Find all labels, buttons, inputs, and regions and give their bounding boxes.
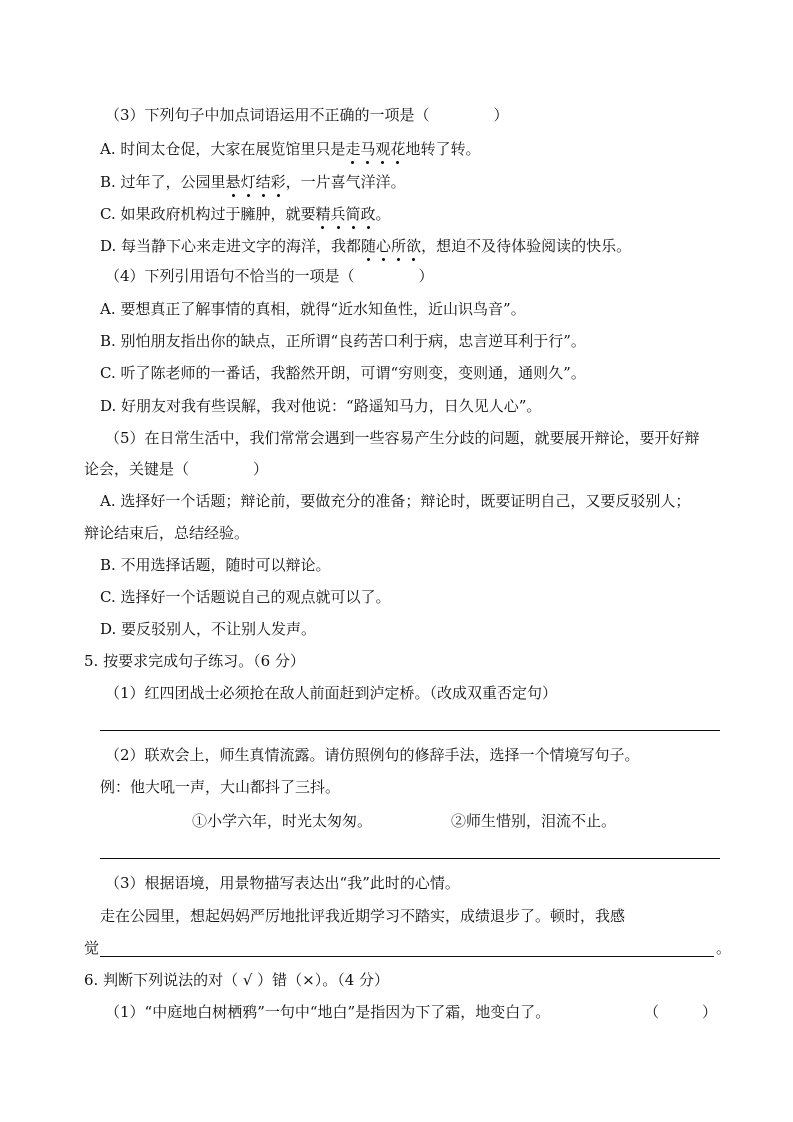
dotted-char: 观 bbox=[375, 140, 391, 158]
q5-option-a-line2: 辩论结束后，总结经验。 bbox=[84, 524, 250, 542]
dotted-char: 悬 bbox=[225, 173, 241, 191]
answer-line[interactable] bbox=[100, 858, 720, 859]
q3-option-c[interactable] bbox=[100, 204, 391, 224]
section5-part2: （2）联欢会上，师生真情流露。请仿照例句的修辞手法，选择一个情境写句子。 bbox=[105, 746, 640, 764]
option-text: ，一片喜气洋洋。 bbox=[285, 173, 406, 191]
dotted-char: 政 bbox=[360, 205, 376, 223]
q3-option-a[interactable] bbox=[100, 139, 480, 159]
choice-2[interactable]: ②师生惜别，泪流不止。 bbox=[451, 812, 617, 830]
section6-part1: （1）“中庭地白树栖鸦”一句中“地白”是指因为下了霜，地变白了。 bbox=[105, 1003, 551, 1021]
answer-line[interactable] bbox=[100, 730, 720, 731]
dotted-char: 随 bbox=[361, 237, 377, 255]
dotted-char: 灯 bbox=[240, 173, 256, 191]
q5-stem-line1: （5）在日常生活中，我们常常会遇到一些容易产生分歧的问题，就要展开辩论，要开好辩 bbox=[105, 429, 700, 447]
section5-part3: （3）根据语境，用景物描写表达出“我”此时的心情。 bbox=[105, 874, 460, 892]
q3-option-d[interactable] bbox=[100, 236, 631, 256]
q5-option-d[interactable]: D. 要反驳别人，不让别人发声。 bbox=[100, 620, 317, 638]
q4-stem-text: （4）下列引用语句不恰当的一项是（ bbox=[105, 267, 355, 285]
option-text: C. 如果政府机构过于臃肿，就要 bbox=[100, 205, 316, 223]
dotted-char: 简 bbox=[345, 205, 361, 223]
dotted-char: 兵 bbox=[330, 205, 346, 223]
dotted-char: 精 bbox=[315, 205, 331, 223]
context-line2-end: 。 bbox=[716, 939, 732, 957]
dotted-char: 彩 bbox=[270, 173, 286, 191]
dotted-char: 结 bbox=[255, 173, 271, 191]
dotted-char: 走 bbox=[345, 140, 361, 158]
option-text: 地转了转。 bbox=[405, 140, 481, 158]
q4-option-d[interactable]: D. 好朋友对我有些误解，我对他说：“路遥知马力，日久见人心”。 bbox=[100, 397, 542, 415]
q3-option-b[interactable] bbox=[100, 172, 406, 192]
q5-option-a-line1[interactable]: A. 选择好一个话题；辩论前，要做充分的准备；辩论时，既要证明自己，又要反驳别人； bbox=[100, 492, 691, 510]
dotted-char: 马 bbox=[360, 140, 376, 158]
choice-1[interactable]: ①小学六年，时光太匆匆。 bbox=[192, 812, 373, 830]
option-text: ，想迫不及待体验阅读的快乐。 bbox=[421, 237, 632, 255]
q3-stem-text: （3）下列句子中加点词语运用不正确的一项是（ bbox=[105, 106, 430, 124]
judge-paren-open[interactable]: （ bbox=[644, 1003, 660, 1021]
q4-option-b[interactable]: B. 别怕朋友指出你的缺点，正所谓“良药苦口利于病，忠言逆耳利于行”。 bbox=[100, 332, 586, 350]
q4-stem-close: ） bbox=[418, 267, 434, 285]
q3-stem bbox=[105, 105, 509, 125]
q5-stem-close: ） bbox=[253, 460, 269, 478]
q4-stem bbox=[105, 266, 434, 286]
dotted-char: 欲 bbox=[406, 237, 422, 255]
q5-option-b[interactable]: B. 不用选择话题，随时可以辩论。 bbox=[100, 556, 331, 574]
section5-part1: （1）红四团战士必须抢在敌人前面赶到泸定桥。（改成双重否定句） bbox=[105, 684, 558, 702]
dotted-char: 所 bbox=[391, 237, 407, 255]
judge-paren-close[interactable]: ） bbox=[702, 1003, 718, 1021]
answer-line[interactable] bbox=[100, 956, 714, 957]
q4-option-a[interactable]: A. 要想真正了解事情的真相，就得“近水知鱼性，近山识鸟音”。 bbox=[100, 300, 526, 318]
section6-title: 6. 判断下列说法的对（ √ ）错（×）。（4 分） bbox=[84, 971, 390, 989]
example-sentence: 例：他大吼一声，大山都抖了三抖。 bbox=[100, 778, 341, 796]
dotted-char: 心 bbox=[376, 237, 392, 255]
context-line2-start: 觉 bbox=[84, 939, 100, 957]
q5-stem-text: 论会，关键是（ bbox=[84, 460, 190, 478]
q4-option-c[interactable]: C. 听了陈老师的一番话，我豁然开朗，可谓“穷则变，变则通，通则久”。 bbox=[100, 364, 586, 382]
section5-title: 5. 按要求完成句子练习。（6 分） bbox=[84, 652, 305, 670]
option-text: 。 bbox=[375, 205, 391, 223]
option-text: B. 过年了，公园里 bbox=[100, 173, 226, 191]
option-text: D. 每当静下心来走进文字的海洋，我都 bbox=[100, 237, 362, 255]
q3-stem-close: ） bbox=[493, 106, 509, 124]
q5-option-c[interactable]: C. 选择好一个话题说自己的观点就可以了。 bbox=[100, 588, 391, 606]
q5-stem-line2 bbox=[84, 459, 268, 479]
context-line1: 走在公园里，想起妈妈严厉地批评我近期学习不踏实，成绩退步了。顿时，我感 bbox=[100, 907, 626, 925]
dotted-char: 花 bbox=[390, 140, 406, 158]
option-text: A. 时间太仓促，大家在展览馆里只是 bbox=[100, 140, 346, 158]
